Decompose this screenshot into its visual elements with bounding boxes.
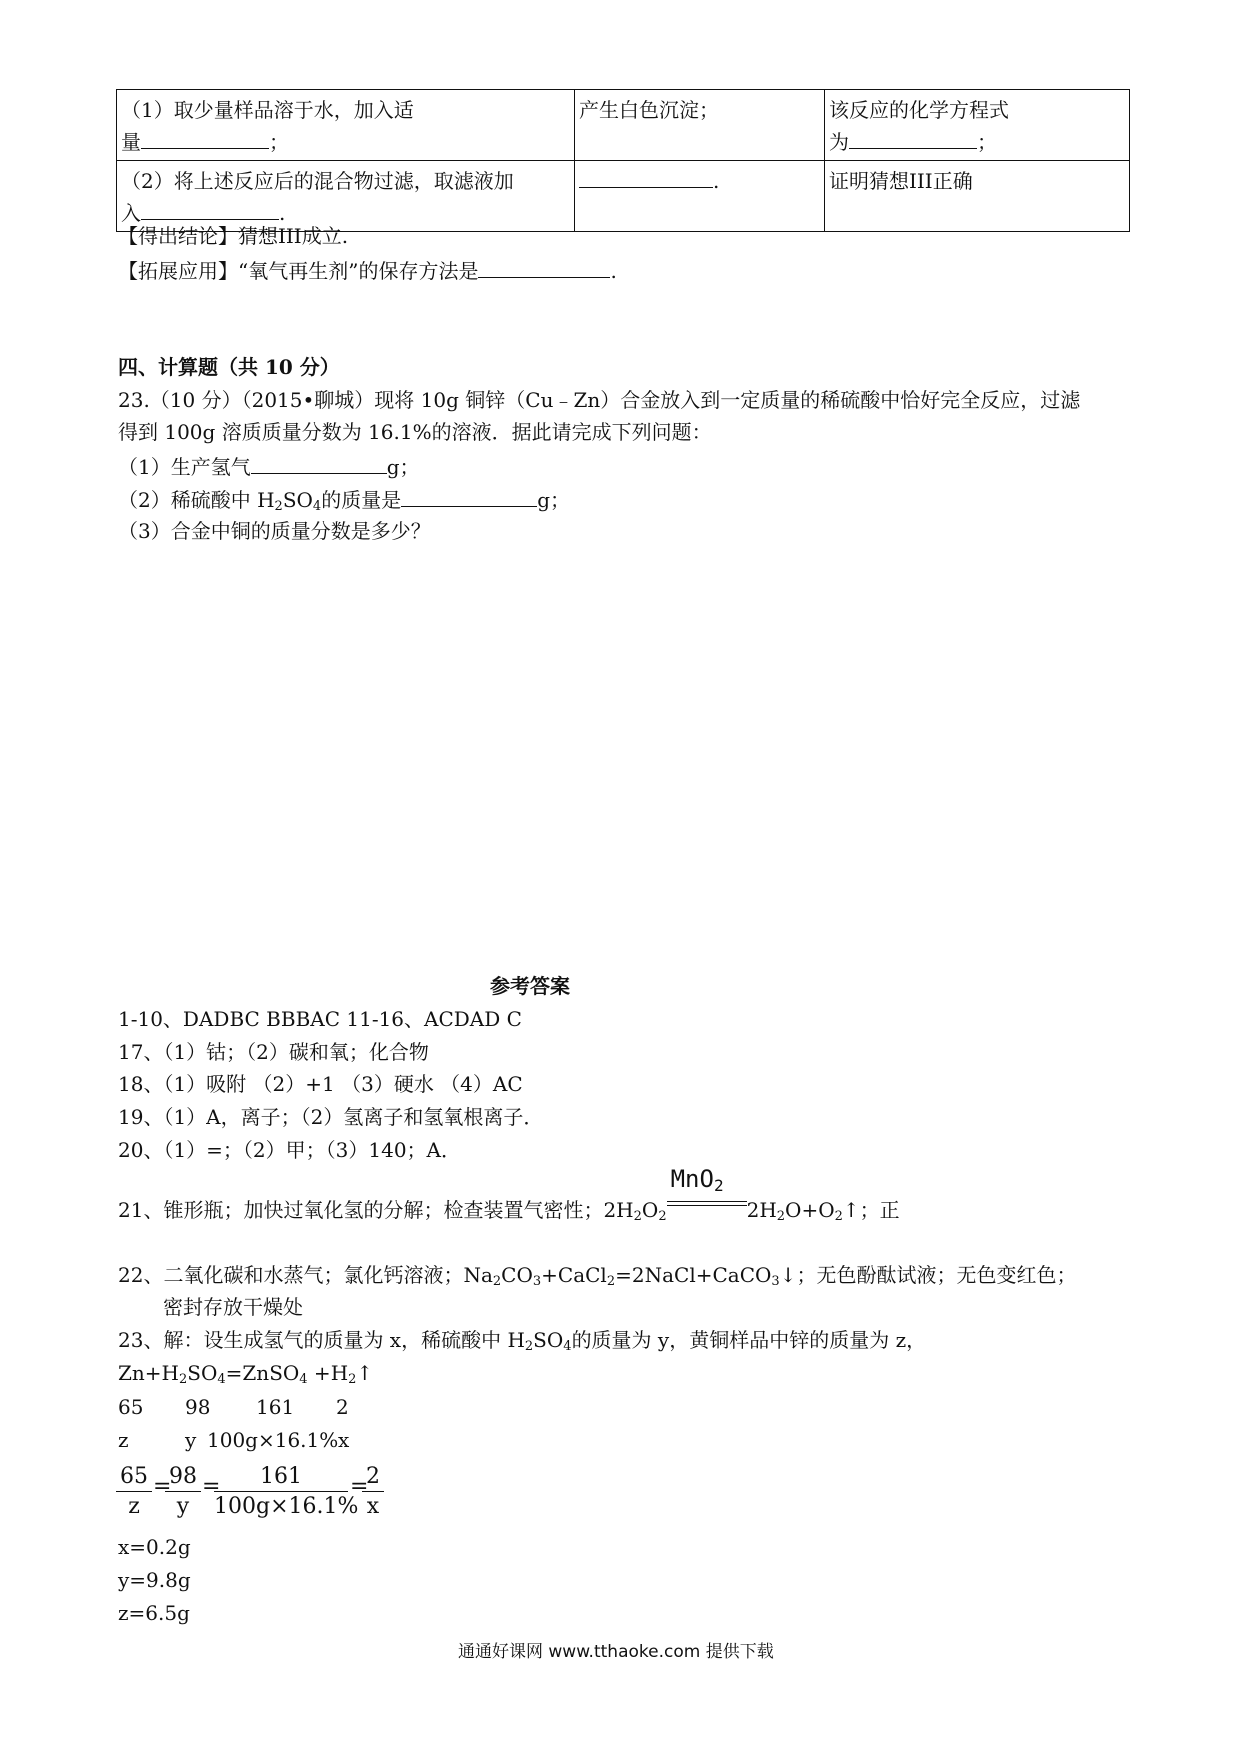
- answer-21: 21、锥形瓶；加快过氧化氢的分解；检查装置气密性；$2H_2O_2$ MnO2 $2H_2O+O_2↑$；正: [118, 1165, 900, 1224]
- subquestion-2: （2）稀硫酸中 $H_2SO_4$的质量是 g；: [118, 488, 571, 514]
- application-line: 【拓展应用】“氧气再生剂”的保存方法是 .: [118, 259, 617, 283]
- answer-blank[interactable]: [401, 486, 537, 507]
- coefficient: 161: [256, 1395, 295, 1419]
- answer-blank[interactable]: [579, 167, 713, 188]
- answer-20: 20、（1）=；（2）甲；（3）140；A．: [118, 1138, 461, 1162]
- answer-blank[interactable]: [478, 257, 610, 278]
- answer-23-intro: 23、解：设生成氢气的质量为 x，稀硫酸中 $H_2SO_4$的质量为 y，黄铜样品中锌的质量为 z，: [118, 1328, 927, 1354]
- equals-sign: =: [350, 1474, 369, 1499]
- fraction: $\frac{65}{z}$: [116, 1466, 152, 1518]
- equals-sign: =: [153, 1474, 172, 1499]
- table-cell-phenomenon: .: [575, 161, 825, 232]
- subquestion-3: （3）合金中铜的质量分数是多少？: [118, 519, 431, 543]
- experiment-table: [116, 89, 1130, 232]
- result-y: y=9.8g: [118, 1568, 191, 1592]
- result-z: z=6.5g: [118, 1601, 190, 1625]
- result-x: x=0.2g: [118, 1535, 191, 1559]
- table-row: [117, 90, 1130, 161]
- answers-title: 参考答案: [490, 974, 570, 998]
- table-cell-conclusion: 证明猜想III正确: [825, 161, 1130, 232]
- coefficient: 98: [185, 1395, 211, 1419]
- answer-22: 22、二氧化碳和水蒸气；氯化钙溶液；$Na_2CO_3+CaCl_2=2NaCl+CaCO_3↓$；无色酚酞试液；无色变红色；: [118, 1263, 1077, 1289]
- question-23-line2: 得到 100g 溶质质量分数为 16.1%的溶液．据此请完成下列问题：: [118, 420, 712, 444]
- answer-22-line2: 密封存放干燥处: [163, 1295, 303, 1319]
- variable: 100g×16.1%: [207, 1428, 339, 1452]
- answer-1-16: 1-10、DADBC BBBAC 11-16、ACDAD C: [118, 1007, 522, 1031]
- equals-sign: =: [202, 1474, 221, 1499]
- table-cell-phenomenon: 产生白色沉淀；: [575, 90, 825, 161]
- section-heading: 四、计算题（共 10 分）: [118, 355, 340, 379]
- table-row: [117, 161, 1130, 232]
- table-cell-step: （2）将上述反应后的混合物过滤，取滤液加 入 .: [117, 161, 575, 232]
- fraction: $\frac{161}{100g\times 16.1\%}$: [214, 1464, 359, 1519]
- table-cell-conclusion: 该反应的化学方程式 为 ；: [825, 90, 1130, 161]
- variable: z: [118, 1428, 129, 1452]
- answer-19: 19、（1）A，离子；（2）氢离子和氢氧根离子．: [118, 1105, 544, 1129]
- answer-blank[interactable]: [141, 199, 279, 220]
- answer-blank[interactable]: [141, 128, 269, 149]
- fraction: $\frac{2}{x}$: [362, 1466, 384, 1518]
- reaction-equation: $Zn+H_2SO_4=ZnSO_4$ $+H_2↑$: [118, 1361, 374, 1387]
- subquestion-1: （1）生产氢气 g；: [118, 455, 420, 479]
- catalyst-label: MnO2: [670, 1165, 724, 1195]
- answer-blank[interactable]: [251, 453, 387, 474]
- fraction: $\frac{98}{y}$: [165, 1466, 201, 1518]
- answer-17: 17、（1）钴；（2）碳和氧；化合物: [118, 1040, 429, 1064]
- variable: y: [185, 1428, 197, 1452]
- reaction-arrow: [667, 1165, 747, 1217]
- answer-blank[interactable]: [849, 128, 977, 149]
- question-23-line1: 23.（10 分）（2015•聊城）现将 10g 铜锌（Cu﹣Zn）合金放入到一定质量的稀硫酸中恰好完全反应，过滤: [118, 388, 1081, 412]
- coefficient: 2: [336, 1395, 349, 1419]
- table-cell-step: （1）取少量样品溶于水，加入适 量 ；: [117, 90, 575, 161]
- answer-18: 18、（1）吸附 （2）+1 （3）硬水 （4）AC: [118, 1072, 523, 1096]
- coefficient: 65: [118, 1395, 144, 1419]
- variable: x: [338, 1428, 350, 1452]
- page-footer: 通通好课网 www.tthaoke.com 提供下载: [458, 1642, 774, 1662]
- conclusion-line: 【得出结论】猜想III成立.: [118, 224, 349, 248]
